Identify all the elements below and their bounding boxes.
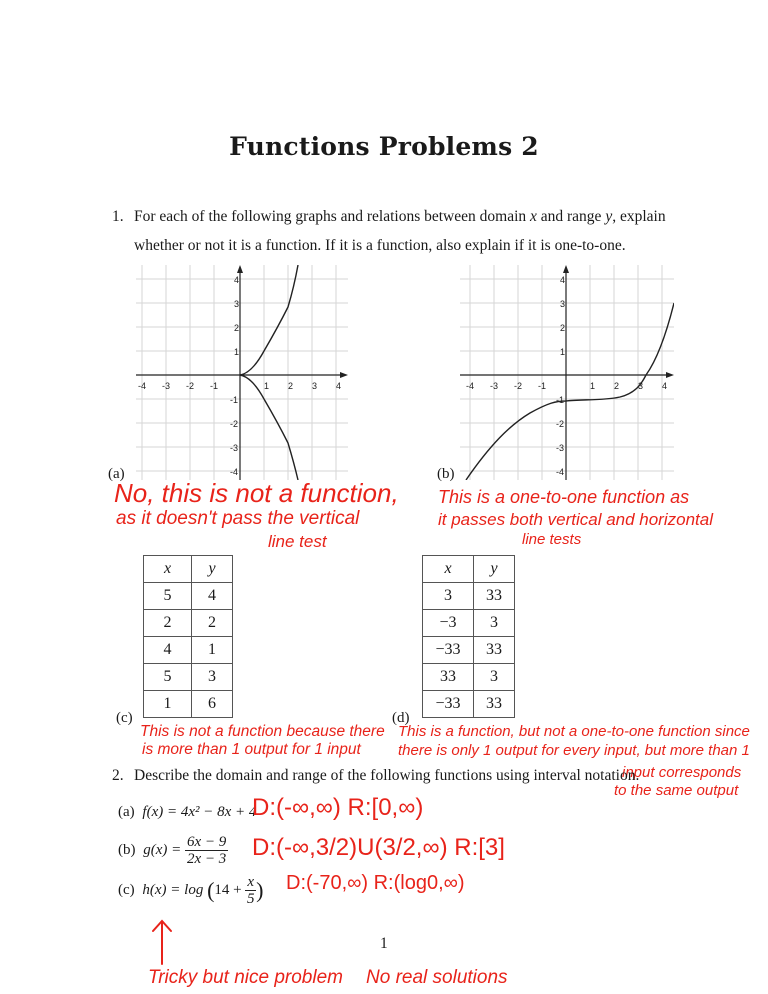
table-cell: 3 — [474, 664, 515, 691]
annotation-a-line3: line test — [268, 532, 327, 551]
table-row — [423, 610, 515, 637]
table-c-header-x: x — [144, 556, 192, 583]
part-a-label: (a) — [108, 466, 125, 482]
denominator: 5 — [246, 891, 255, 907]
problem-2-text: Describe the domain and range of the following functions using interval notation. — [134, 767, 640, 784]
problem-2a-expr: f(x) = 4x² − 8x + 4 — [142, 804, 257, 820]
annotation-a-line2: as it doesn't pass the vertical — [116, 508, 360, 529]
numerator: 6x − 9 — [187, 834, 227, 850]
table-row — [144, 664, 233, 691]
table-cell: 3 — [192, 664, 233, 691]
annotation-c-line1: This is not a function because there — [140, 723, 385, 740]
answer-2c: D:(-70,∞) R:(log0,∞) — [286, 872, 465, 894]
problem-1-text-line1 — [134, 207, 754, 227]
tricky-note: Tricky but nice problem — [148, 967, 343, 988]
table-d — [422, 555, 515, 718]
answer-2a: D:(-∞,∞) R:[0,∞) — [252, 794, 424, 821]
problem-1-text-line2: whether or not it is a function. If it is a function, also explain if it is one-to-one. — [134, 237, 626, 254]
table-cell: −3 — [423, 610, 474, 637]
table-row — [423, 583, 515, 610]
annotation-b-line3: line tests — [522, 531, 582, 548]
problem-2c-fraction — [245, 874, 256, 907]
problem-2b — [118, 834, 228, 867]
problem-2-number: 2. — [112, 767, 124, 784]
page-title: Functions Problems 2 — [229, 132, 539, 161]
annotation-c-line2: is more than 1 output for 1 input — [142, 741, 361, 758]
table-cell: 33 — [474, 583, 515, 610]
annotation-d-line4: to the same output — [614, 782, 739, 799]
problem-2c-label: (c) — [118, 881, 135, 898]
graph-b — [460, 265, 674, 480]
svg-text:-4: -4 — [138, 381, 147, 391]
table-d-header-row — [423, 556, 515, 583]
numerator: x — [247, 874, 255, 890]
annotation-b-line2: it passes both vertical and horizontal — [438, 510, 713, 529]
svg-text:1: 1 — [264, 381, 270, 391]
left-paren: ( — [207, 877, 215, 903]
problem-2c-lhs: h(x) = log — [142, 881, 204, 898]
svg-text:-2: -2 — [230, 419, 239, 429]
table-cell: 5 — [144, 583, 192, 610]
problem-2b-label: (b) — [118, 841, 136, 858]
svg-text:-2: -2 — [556, 419, 565, 429]
problem-2b-fraction — [185, 834, 228, 867]
svg-text:-1: -1 — [538, 381, 547, 391]
annotation-d-line2: there is only 1 output for every input, but more than 1 — [398, 742, 750, 759]
table-cell: 4 — [144, 637, 192, 664]
var-y: y — [605, 208, 613, 225]
svg-text:-3: -3 — [556, 443, 565, 453]
problem-1-text-b: and range — [536, 208, 606, 225]
problem-2c-inner: 14 + — [214, 881, 242, 898]
table-row — [423, 691, 515, 718]
table-d-header-x: x — [423, 556, 474, 583]
table-cell: 1 — [144, 691, 192, 718]
denominator: 2x − 3 — [187, 851, 227, 867]
table-cell: −33 — [423, 691, 474, 718]
table-cell: −33 — [423, 637, 474, 664]
svg-text:-1: -1 — [230, 395, 239, 405]
svg-text:2: 2 — [234, 323, 240, 333]
table-c-header-row — [144, 556, 233, 583]
svg-text:-4: -4 — [230, 467, 239, 477]
part-c-label: (c) — [116, 710, 133, 726]
svg-text:3: 3 — [312, 381, 318, 391]
svg-text:1: 1 — [560, 347, 566, 357]
arrow-up-icon — [150, 918, 174, 966]
table-c-header-y: y — [192, 556, 233, 583]
table-cell: 5 — [144, 664, 192, 691]
svg-text:-3: -3 — [230, 443, 239, 453]
part-b-label: (b) — [437, 466, 455, 482]
annotation-d-line1: This is a function, but not a one-to-one function since — [398, 723, 750, 740]
table-cell: 3 — [423, 583, 474, 610]
table-cell: 4 — [192, 583, 233, 610]
table-c — [143, 555, 233, 718]
table-row — [144, 610, 233, 637]
svg-text:4: 4 — [662, 381, 668, 391]
problem-1-text-c: , explain — [612, 208, 666, 225]
no-real-solutions-note: No real solutions — [366, 967, 508, 988]
problem-2c — [118, 874, 263, 907]
svg-text:-2: -2 — [514, 381, 523, 391]
table-d-header-y: y — [474, 556, 515, 583]
problem-2a — [118, 804, 256, 821]
svg-text:-2: -2 — [186, 381, 195, 391]
table-row — [144, 583, 233, 610]
table-cell: 1 — [192, 637, 233, 664]
annotation-b-line1: This is a one-to-one function as — [438, 487, 690, 507]
table-row — [423, 664, 515, 691]
svg-text:-1: -1 — [556, 395, 565, 405]
svg-text:1: 1 — [590, 381, 596, 391]
svg-text:2: 2 — [560, 323, 566, 333]
annotation-d-line3: input corresponds — [622, 764, 742, 781]
table-row — [144, 637, 233, 664]
svg-text:-3: -3 — [162, 381, 171, 391]
var-x: x — [530, 208, 537, 225]
svg-text:4: 4 — [234, 275, 240, 285]
problem-2b-lhs: g(x) = — [143, 841, 182, 858]
svg-text:2: 2 — [288, 381, 294, 391]
table-cell: 6 — [192, 691, 233, 718]
svg-text:-1: -1 — [210, 381, 219, 391]
svg-text:3: 3 — [560, 299, 566, 309]
table-cell: 2 — [144, 610, 192, 637]
problem-1-text-a: For each of the following graphs and relations between domain — [134, 208, 530, 225]
svg-text:3: 3 — [638, 381, 644, 391]
svg-text:2: 2 — [614, 381, 620, 391]
svg-text:-4: -4 — [556, 467, 565, 477]
annotation-a-line1: No, this is not a function, — [114, 478, 399, 508]
table-cell: 33 — [423, 664, 474, 691]
svg-text:1: 1 — [234, 347, 240, 357]
table-cell: 3 — [474, 610, 515, 637]
answer-2b: D:(-∞,3/2)U(3/2,∞) R:[3] — [252, 834, 505, 861]
table-cell: 2 — [192, 610, 233, 637]
problem-2a-label: (a) — [118, 804, 135, 820]
svg-text:3: 3 — [234, 299, 240, 309]
svg-text:-3: -3 — [490, 381, 499, 391]
svg-text:4: 4 — [336, 381, 342, 391]
right-paren: ) — [256, 877, 264, 903]
svg-text:4: 4 — [560, 275, 566, 285]
graph-a — [136, 265, 348, 480]
table-row — [423, 637, 515, 664]
part-d-label: (d) — [392, 710, 410, 726]
problem-1-number: 1. — [112, 208, 124, 225]
svg-text:-4: -4 — [466, 381, 475, 391]
page-number: 1 — [380, 935, 388, 952]
table-cell: 33 — [474, 691, 515, 718]
table-cell: 33 — [474, 637, 515, 664]
table-row — [144, 691, 233, 718]
